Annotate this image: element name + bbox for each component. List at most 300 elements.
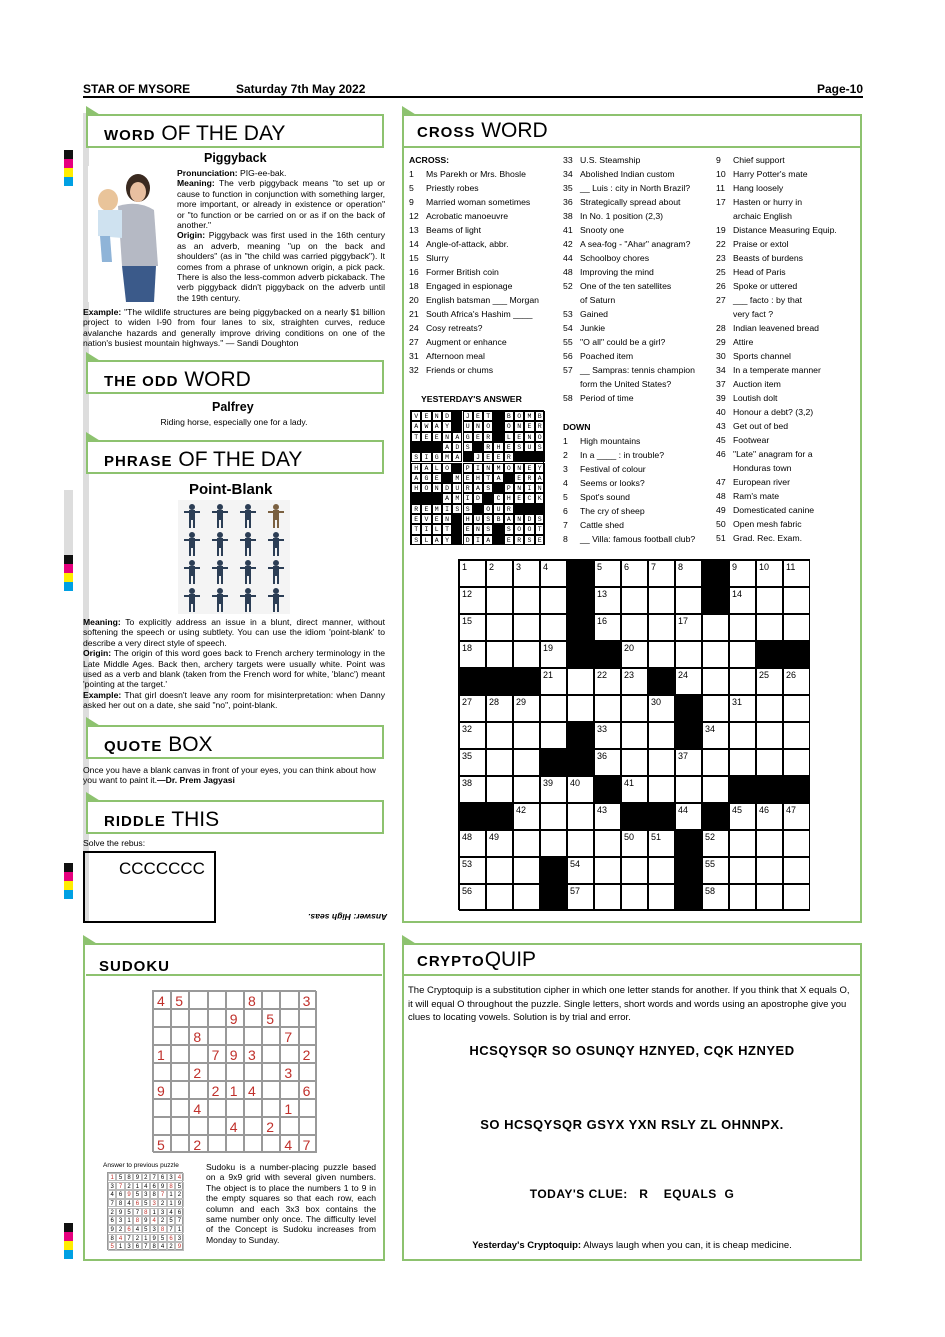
crossword-cell[interactable]: 20 [621, 641, 648, 668]
odd-word-def: Riding horse, especially one for a lady. [160, 417, 308, 427]
previous-sudoku-cell: 8 [150, 1242, 158, 1250]
crossword-cell[interactable] [783, 857, 810, 884]
crossword-cell[interactable] [540, 614, 567, 641]
clue-item [716, 267, 786, 277]
crossword-cell[interactable] [648, 776, 675, 803]
sudoku-cell[interactable] [244, 1009, 262, 1027]
clue-item [563, 267, 654, 277]
crossword-cell[interactable]: 23 [621, 668, 648, 695]
crossword-cell[interactable] [486, 722, 513, 749]
crossword-cell[interactable]: 58 [702, 884, 729, 911]
yesterday-cell [535, 452, 545, 462]
crossword-cell[interactable]: 26 [783, 668, 810, 695]
yesterday-cell: R [524, 473, 534, 483]
crossword-cell[interactable] [702, 695, 729, 722]
yesterday-cell: R [411, 504, 421, 514]
crossword-cell[interactable] [729, 668, 756, 695]
yesterday-cell: M [432, 504, 442, 514]
sudoku-cell[interactable]: 5 [171, 991, 189, 1009]
crossword-cell[interactable] [486, 857, 513, 884]
crossword-cell[interactable] [648, 884, 675, 911]
sudoku-cell[interactable] [153, 1027, 171, 1045]
crossword-cell[interactable] [702, 776, 729, 803]
crossword-cell[interactable]: 17 [675, 614, 702, 641]
crossword-cell[interactable]: 38 [459, 776, 486, 803]
sudoku-cell[interactable] [171, 1009, 189, 1027]
crossword-cell[interactable] [729, 830, 756, 857]
crossword-cell[interactable] [648, 614, 675, 641]
sudoku-cell[interactable]: 1 [226, 1081, 244, 1099]
sudoku-cell[interactable] [208, 991, 226, 1009]
crossword-cell[interactable] [702, 668, 729, 695]
clue-item [409, 267, 499, 277]
crossword-cell[interactable]: 10 [756, 560, 783, 587]
previous-sudoku-cell: 3 [167, 1173, 175, 1181]
sudoku-cell[interactable] [244, 1117, 262, 1135]
crossword-cell[interactable]: 21 [540, 668, 567, 695]
sudoku-cell[interactable]: 4 [226, 1117, 244, 1135]
previous-sudoku-cell: 1 [125, 1216, 133, 1224]
crossword-cell[interactable] [621, 884, 648, 911]
crossword-cell[interactable] [594, 695, 621, 722]
clue-text: Indian leavened bread [733, 323, 819, 333]
crossword-cell[interactable] [540, 722, 567, 749]
sudoku-cell[interactable]: 8 [244, 991, 262, 1009]
sudoku-cell[interactable]: 4 [153, 991, 171, 1009]
clue-item [409, 183, 479, 193]
sudoku-cell[interactable] [208, 1135, 226, 1153]
sudoku-cell[interactable] [299, 1099, 317, 1117]
clue-item [716, 505, 814, 515]
crossword-cell[interactable] [648, 749, 675, 776]
clue-item [563, 281, 671, 291]
crossword-cell[interactable] [567, 695, 594, 722]
crossword-cell[interactable] [540, 803, 567, 830]
clue-text: Priestly robes [426, 183, 479, 193]
previous-sudoku-cell: 6 [133, 1242, 141, 1250]
label: Example: [83, 307, 122, 317]
previous-sudoku-cell: 8 [116, 1199, 124, 1207]
previous-sudoku-cell: 6 [133, 1199, 141, 1207]
crossword-cell[interactable] [783, 587, 810, 614]
sudoku-cell[interactable] [226, 1135, 244, 1153]
sudoku-cell[interactable]: 1 [280, 1099, 298, 1117]
yesterday-cell [524, 452, 534, 462]
sudoku-cell[interactable] [226, 991, 244, 1009]
crossword-cell[interactable] [486, 587, 513, 614]
sudoku-cell[interactable] [171, 1135, 189, 1153]
crossword-cell[interactable]: 8 [675, 560, 702, 587]
crossword-cell[interactable] [648, 722, 675, 749]
crossword-cell[interactable]: 30 [648, 695, 675, 722]
crossword-cell[interactable]: 44 [675, 803, 702, 830]
yesterday-cell: M [493, 463, 503, 473]
sudoku-cell[interactable] [189, 1117, 207, 1135]
sudoku-cell[interactable] [280, 1045, 298, 1063]
crossword-cell[interactable] [486, 641, 513, 668]
crossword-cell[interactable]: 42 [513, 803, 540, 830]
crossword-cell[interactable]: 33 [594, 722, 621, 749]
quote: Once you have a blank canvas in front of your eyes, you can think about how you want to paint it. [83, 765, 376, 786]
label: Meaning: [83, 617, 121, 627]
sudoku-cell[interactable] [262, 1081, 280, 1099]
clue-text: "O all" could be a girl? [580, 337, 666, 347]
crossword-cell[interactable]: 39 [540, 776, 567, 803]
crossword-cell[interactable]: 6 [621, 560, 648, 587]
crossword-block [648, 668, 675, 695]
crossword-cell[interactable]: 48 [459, 830, 486, 857]
crossword-cell[interactable] [729, 614, 756, 641]
crossword-cell[interactable] [567, 803, 594, 830]
sudoku-cell[interactable] [262, 1063, 280, 1081]
sudoku-cell[interactable] [280, 1081, 298, 1099]
sudoku-cell[interactable] [262, 991, 280, 1009]
crossword-cell[interactable] [675, 776, 702, 803]
crossword-cell[interactable]: 55 [702, 857, 729, 884]
crossword-cell[interactable]: 40 [567, 776, 594, 803]
yesterday-cell: O [483, 421, 493, 431]
crossword-cell[interactable] [621, 695, 648, 722]
crossword-cell[interactable] [729, 641, 756, 668]
crossword-cell[interactable]: 31 [729, 695, 756, 722]
phrase-body [83, 617, 385, 711]
sudoku-cell[interactable] [299, 1009, 317, 1027]
clue-number: 9 [716, 155, 721, 165]
sudoku-cell[interactable] [244, 1135, 262, 1153]
clue-text: Footwear [733, 435, 770, 445]
crossword-cell[interactable] [594, 884, 621, 911]
crossword-cell[interactable]: 4 [540, 560, 567, 587]
crossword-cell[interactable] [513, 857, 540, 884]
crossword-grid[interactable] [458, 559, 810, 910]
crossword-cell[interactable]: 9 [729, 560, 756, 587]
sudoku-cell[interactable] [280, 1117, 298, 1135]
yesterday-cell [432, 493, 442, 503]
crossword-cell[interactable] [756, 614, 783, 641]
crossword-cell[interactable]: 5 [594, 560, 621, 587]
crossword-cell[interactable] [729, 884, 756, 911]
crossword-cell[interactable]: 25 [756, 668, 783, 695]
crossword-cell[interactable] [783, 722, 810, 749]
crossword-cell[interactable] [702, 749, 729, 776]
clue-text: Snooty one [580, 225, 624, 235]
yesterday-cell: N [514, 483, 524, 493]
clue-number: 46 [716, 449, 726, 459]
sudoku-cell[interactable] [280, 1009, 298, 1027]
crossword-cell[interactable] [540, 695, 567, 722]
sudoku-cell[interactable] [262, 1135, 280, 1153]
sudoku-cell[interactable] [280, 991, 298, 1009]
riddle-title-box [86, 800, 384, 834]
crossword-cell[interactable] [648, 641, 675, 668]
crossword-cell[interactable] [513, 614, 540, 641]
previous-sudoku-cell: 7 [167, 1225, 175, 1233]
crossword-cell[interactable] [594, 857, 621, 884]
sudoku-cell[interactable] [262, 1027, 280, 1045]
sudoku-cell[interactable]: 4 [280, 1135, 298, 1153]
clue-item [716, 491, 779, 501]
crossword-cell[interactable] [594, 830, 621, 857]
crossword-cell[interactable] [513, 884, 540, 911]
crossword-cell[interactable]: 7 [648, 560, 675, 587]
crossword-cell[interactable]: 45 [729, 803, 756, 830]
crossword-cell[interactable] [756, 830, 783, 857]
sudoku-cell[interactable]: 2 [189, 1135, 207, 1153]
sudoku-cell[interactable]: 4 [189, 1099, 207, 1117]
sudoku-cell[interactable] [153, 1117, 171, 1135]
sudoku-cell[interactable]: 8 [189, 1027, 207, 1045]
crossword-cell[interactable]: 41 [621, 776, 648, 803]
clue-text: Beasts of burdens [733, 253, 804, 263]
sudoku-cell[interactable] [153, 1063, 171, 1081]
sudoku-cell[interactable]: 2 [189, 1063, 207, 1081]
sudoku-cell[interactable] [208, 1063, 226, 1081]
crossword-cell[interactable]: 29 [513, 695, 540, 722]
clue-item [563, 309, 608, 319]
clue-item [716, 225, 837, 235]
crossword-cell[interactable] [756, 749, 783, 776]
sudoku-cell[interactable] [208, 1009, 226, 1027]
crossword-cell[interactable]: 11 [783, 560, 810, 587]
sudoku-cell[interactable]: 3 [244, 1045, 262, 1063]
previous-sudoku-cell: 4 [108, 1190, 116, 1198]
crossword-cell[interactable] [513, 587, 540, 614]
crossword-cell[interactable]: 32 [459, 722, 486, 749]
clue-item [716, 169, 808, 179]
crossword-cell[interactable]: 34 [702, 722, 729, 749]
crossword-cell[interactable] [621, 587, 648, 614]
yesterday-cell: A [421, 463, 431, 473]
yesterday-cell: E [421, 432, 431, 442]
crossword-cell[interactable] [513, 749, 540, 776]
crossword-cell[interactable] [756, 695, 783, 722]
crossword-cell[interactable]: 14 [729, 587, 756, 614]
crossword-cell[interactable]: 43 [594, 803, 621, 830]
crossword-cell[interactable]: 22 [594, 668, 621, 695]
clue-number: 50 [716, 519, 726, 529]
crossword-cell[interactable]: 27 [459, 695, 486, 722]
sudoku-cell[interactable] [244, 1027, 262, 1045]
clue-item [716, 211, 792, 221]
crossword-cell[interactable]: 12 [459, 587, 486, 614]
crossword-cell[interactable]: 28 [486, 695, 513, 722]
crossword-cell[interactable] [783, 830, 810, 857]
previous-sudoku-cell: 3 [125, 1242, 133, 1250]
sudoku-cell[interactable]: 1 [153, 1045, 171, 1063]
crossword-cell[interactable] [567, 830, 594, 857]
sudoku-cell[interactable] [226, 1099, 244, 1117]
sudoku-cell[interactable]: 3 [299, 991, 317, 1009]
clue-item [716, 435, 769, 445]
crossword-cell[interactable]: 53 [459, 857, 486, 884]
crossword-cell[interactable]: 1 [459, 560, 486, 587]
crossword-cell[interactable]: 57 [567, 884, 594, 911]
sudoku-cell[interactable] [262, 1045, 280, 1063]
previous-sudoku-cell: 9 [175, 1199, 183, 1207]
crossword-cell[interactable]: 37 [675, 749, 702, 776]
clue-number: 56 [563, 351, 573, 361]
crossword-cell[interactable] [486, 614, 513, 641]
sudoku-cell[interactable] [189, 1009, 207, 1027]
crossword-cell[interactable] [621, 857, 648, 884]
crossword-cell[interactable] [621, 749, 648, 776]
crossword-cell[interactable]: 18 [459, 641, 486, 668]
crossword-cell[interactable] [675, 641, 702, 668]
sudoku-cell[interactable] [171, 1117, 189, 1135]
crossword-cell[interactable] [486, 776, 513, 803]
sudoku-cell[interactable] [226, 1027, 244, 1045]
sudoku-cell[interactable] [226, 1063, 244, 1081]
sudoku-cell[interactable] [171, 1099, 189, 1117]
crossword-cell[interactable]: 47 [783, 803, 810, 830]
crossword-cell[interactable] [756, 857, 783, 884]
sudoku-cell[interactable] [171, 1063, 189, 1081]
crossword-cell[interactable]: 46 [756, 803, 783, 830]
crossword-cell[interactable]: 52 [702, 830, 729, 857]
sudoku-cell[interactable]: 4 [244, 1081, 262, 1099]
crossword-cell[interactable] [567, 668, 594, 695]
crossword-cell[interactable] [540, 587, 567, 614]
previous-sudoku-grid [107, 1172, 183, 1250]
sudoku-cell[interactable]: 2 [299, 1045, 317, 1063]
sudoku-cell[interactable]: 7 [299, 1135, 317, 1153]
sudoku-cell[interactable]: 9 [226, 1045, 244, 1063]
crossword-cell[interactable] [621, 614, 648, 641]
clue-number: 58 [563, 393, 573, 403]
sudoku-cell[interactable] [171, 1045, 189, 1063]
crossword-cell[interactable] [783, 884, 810, 911]
crossword-cell[interactable]: 19 [540, 641, 567, 668]
yesterday-cell: B [504, 411, 514, 421]
sudoku-cell[interactable] [171, 1081, 189, 1099]
crossword-cell[interactable]: 35 [459, 749, 486, 776]
sudoku-cell[interactable]: 2 [208, 1081, 226, 1099]
crossword-cell[interactable] [486, 749, 513, 776]
crossword-cell[interactable]: 24 [675, 668, 702, 695]
yesterday-cell: M [524, 411, 534, 421]
crossword-cell[interactable] [729, 722, 756, 749]
sudoku-cell[interactable] [208, 1099, 226, 1117]
sudoku-cell[interactable] [244, 1099, 262, 1117]
crossword-cell[interactable]: 3 [513, 560, 540, 587]
sudoku-cell[interactable] [208, 1027, 226, 1045]
clue-text: South Africa's Hashim ____ [426, 309, 533, 319]
crossword-cell[interactable] [729, 857, 756, 884]
page-number: Page-10 [816, 82, 863, 96]
yesterday-cell: E [524, 463, 534, 473]
crossword-cell[interactable] [756, 587, 783, 614]
crossword-cell[interactable] [783, 749, 810, 776]
crossword-cell[interactable] [621, 722, 648, 749]
sudoku-cell[interactable]: 3 [280, 1063, 298, 1081]
yesterday-cell: R [504, 452, 514, 462]
sudoku-grid[interactable] [152, 990, 316, 1152]
sudoku-cell[interactable]: 5 [153, 1135, 171, 1153]
registration-marks [64, 555, 73, 591]
crossword-cell[interactable] [675, 587, 702, 614]
previous-sudoku-cell: 5 [167, 1216, 175, 1224]
sudoku-cell[interactable] [299, 1117, 317, 1135]
sudoku-cell[interactable] [189, 991, 207, 1009]
yesterday-cell: S [463, 442, 473, 452]
crossword-cell[interactable]: 36 [594, 749, 621, 776]
crossword-cell[interactable] [648, 587, 675, 614]
clue-text: Schoolboy chores [580, 253, 650, 263]
sudoku-cell[interactable]: 6 [299, 1081, 317, 1099]
crossword-cell[interactable]: 50 [621, 830, 648, 857]
clue-text: Ms Parekh or Mrs. Bhosle [426, 169, 526, 179]
crossword-cell[interactable] [513, 722, 540, 749]
crossword-cell[interactable]: 2 [486, 560, 513, 587]
crossword-cell[interactable] [540, 830, 567, 857]
crossword-cell[interactable]: 49 [486, 830, 513, 857]
sudoku-cell[interactable] [208, 1117, 226, 1135]
sudoku-cell[interactable] [189, 1081, 207, 1099]
clue-number: 15 [409, 253, 419, 263]
crossword-cell[interactable] [783, 695, 810, 722]
yesterday-cell: T [442, 524, 452, 534]
clue-text: Open mesh fabric [733, 519, 802, 529]
crossword-cell[interactable]: 16 [594, 614, 621, 641]
yesterday-cell: D [442, 483, 452, 493]
sudoku-cell[interactable]: 5 [262, 1009, 280, 1027]
crossword-cell[interactable] [648, 857, 675, 884]
clue-item [409, 239, 509, 249]
yesterday-cell: U [524, 442, 534, 452]
sudoku-cell[interactable] [244, 1063, 262, 1081]
previous-sudoku-cell: 2 [158, 1216, 166, 1224]
sudoku-cell[interactable] [299, 1027, 317, 1045]
sudoku-cell[interactable] [189, 1045, 207, 1063]
sudoku-cell[interactable]: 7 [208, 1045, 226, 1063]
crossword-cell[interactable] [702, 614, 729, 641]
crossword-cell[interactable] [756, 722, 783, 749]
child-piggyback-photo [88, 166, 172, 302]
phrase-title-box [86, 440, 384, 474]
crossword-cell[interactable] [783, 614, 810, 641]
sudoku-cell[interactable] [153, 1099, 171, 1117]
sudoku-cell[interactable]: 9 [153, 1081, 171, 1099]
sudoku-cell[interactable]: 2 [262, 1117, 280, 1135]
crossword-cell[interactable] [513, 830, 540, 857]
clue-text: __ Sampras: tennis champion [580, 365, 695, 375]
page-header [83, 80, 863, 98]
crossword-cell[interactable]: 13 [594, 587, 621, 614]
previous-sudoku-cell: 9 [175, 1242, 183, 1250]
sudoku-cell[interactable]: 9 [226, 1009, 244, 1027]
crossword-cell[interactable] [513, 641, 540, 668]
crossword-cell[interactable]: 51 [648, 830, 675, 857]
crossword-cell[interactable] [486, 884, 513, 911]
sudoku-cell[interactable] [171, 1027, 189, 1045]
crossword-cell[interactable] [702, 641, 729, 668]
sudoku-cell[interactable] [153, 1009, 171, 1027]
crossword-cell[interactable]: 15 [459, 614, 486, 641]
previous-sudoku-cell: 5 [175, 1182, 183, 1190]
clue-text: Friends or chums [426, 365, 494, 375]
previous-sudoku-cell: 6 [175, 1208, 183, 1216]
crossword-cell[interactable] [729, 749, 756, 776]
yesterday-cell: U [463, 421, 473, 431]
crossword-cell[interactable]: 54 [567, 857, 594, 884]
crossword-cell[interactable]: 56 [459, 884, 486, 911]
sudoku-cell[interactable] [299, 1063, 317, 1081]
crossword-block [675, 884, 702, 911]
sudoku-cell[interactable] [262, 1099, 280, 1117]
sudoku-cell[interactable]: 7 [280, 1027, 298, 1045]
crossword-cell[interactable] [756, 884, 783, 911]
crossword-cell[interactable] [513, 776, 540, 803]
